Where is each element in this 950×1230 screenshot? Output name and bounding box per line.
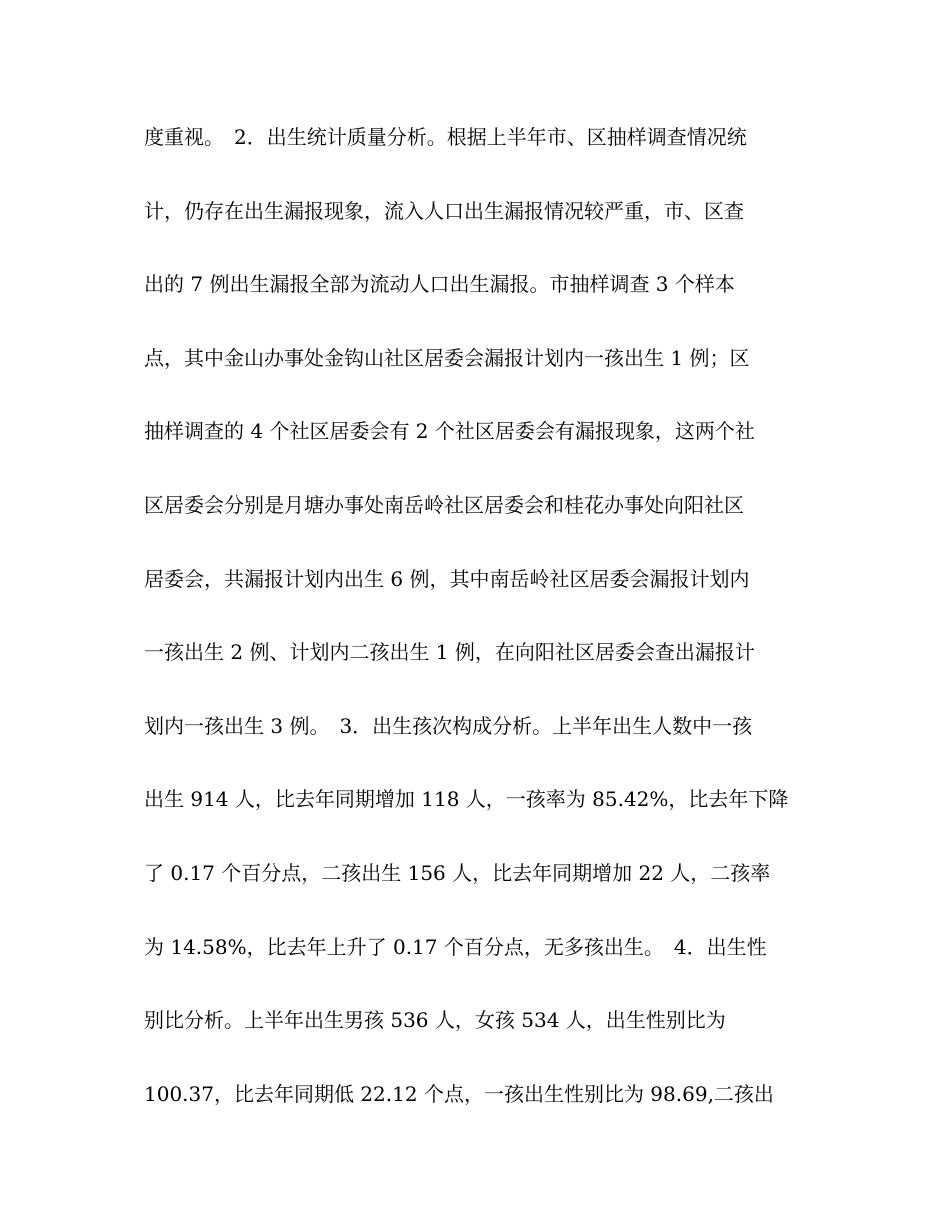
text-line: 点，其中金山办事处金钩山社区居委会漏报计划内一孩出生 1 例；区 bbox=[144, 345, 750, 370]
text-line: 出的 7 例出生漏报全部为流动人口出生漏报。市抽样调查 3 个样本 bbox=[144, 272, 735, 297]
text-line: 为 14.58%，比去年上升了 0.17 个百分点，无多孩出生。 4．出生性 bbox=[144, 934, 767, 959]
text-line: 一孩出生 2 例、计划内二孩出生 1 例，在向阳社区居委会查出漏报计 bbox=[144, 640, 755, 665]
text-line: 区居委会分别是月塘办事处南岳岭社区居委会和桂花办事处向阳社区 bbox=[144, 492, 744, 517]
text-line: 100.37，比去年同期低 22.12 个点，一孩出生性别比为 98.69,二孩出 bbox=[144, 1081, 774, 1106]
text-line: 划内一孩出生 3 例。 3．出生孩次构成分析。上半年出生人数中一孩 bbox=[144, 713, 753, 738]
text-line: 居委会，共漏报计划内出生 6 例，其中南岳岭社区居委会漏报计划内 bbox=[144, 566, 750, 591]
body-text bbox=[144, 127, 824, 1157]
text-line: 别比分析。上半年出生男孩 536 人，女孩 534 人，出生性别比为 bbox=[144, 1008, 726, 1033]
text-line: 度重视。 2．出生统计质量分析。根据上半年市、区抽样调查情况统 bbox=[144, 125, 747, 149]
text-line: 了 0.17 个百分点，二孩出生 156 人，比去年同期增加 22 人，二孩率 bbox=[144, 860, 771, 885]
text-line: 抽样调查的 4 个社区居委会有 2 个社区居委会有漏报现象，这两个社 bbox=[144, 419, 755, 444]
text-line: 出生 914 人，比去年同期增加 118 人，一孩率为 85.42%，比去年下降 bbox=[144, 787, 789, 812]
text-line: 计，仍存在出生漏报现象，流入人口出生漏报情况较严重，市、区查 bbox=[144, 198, 744, 223]
